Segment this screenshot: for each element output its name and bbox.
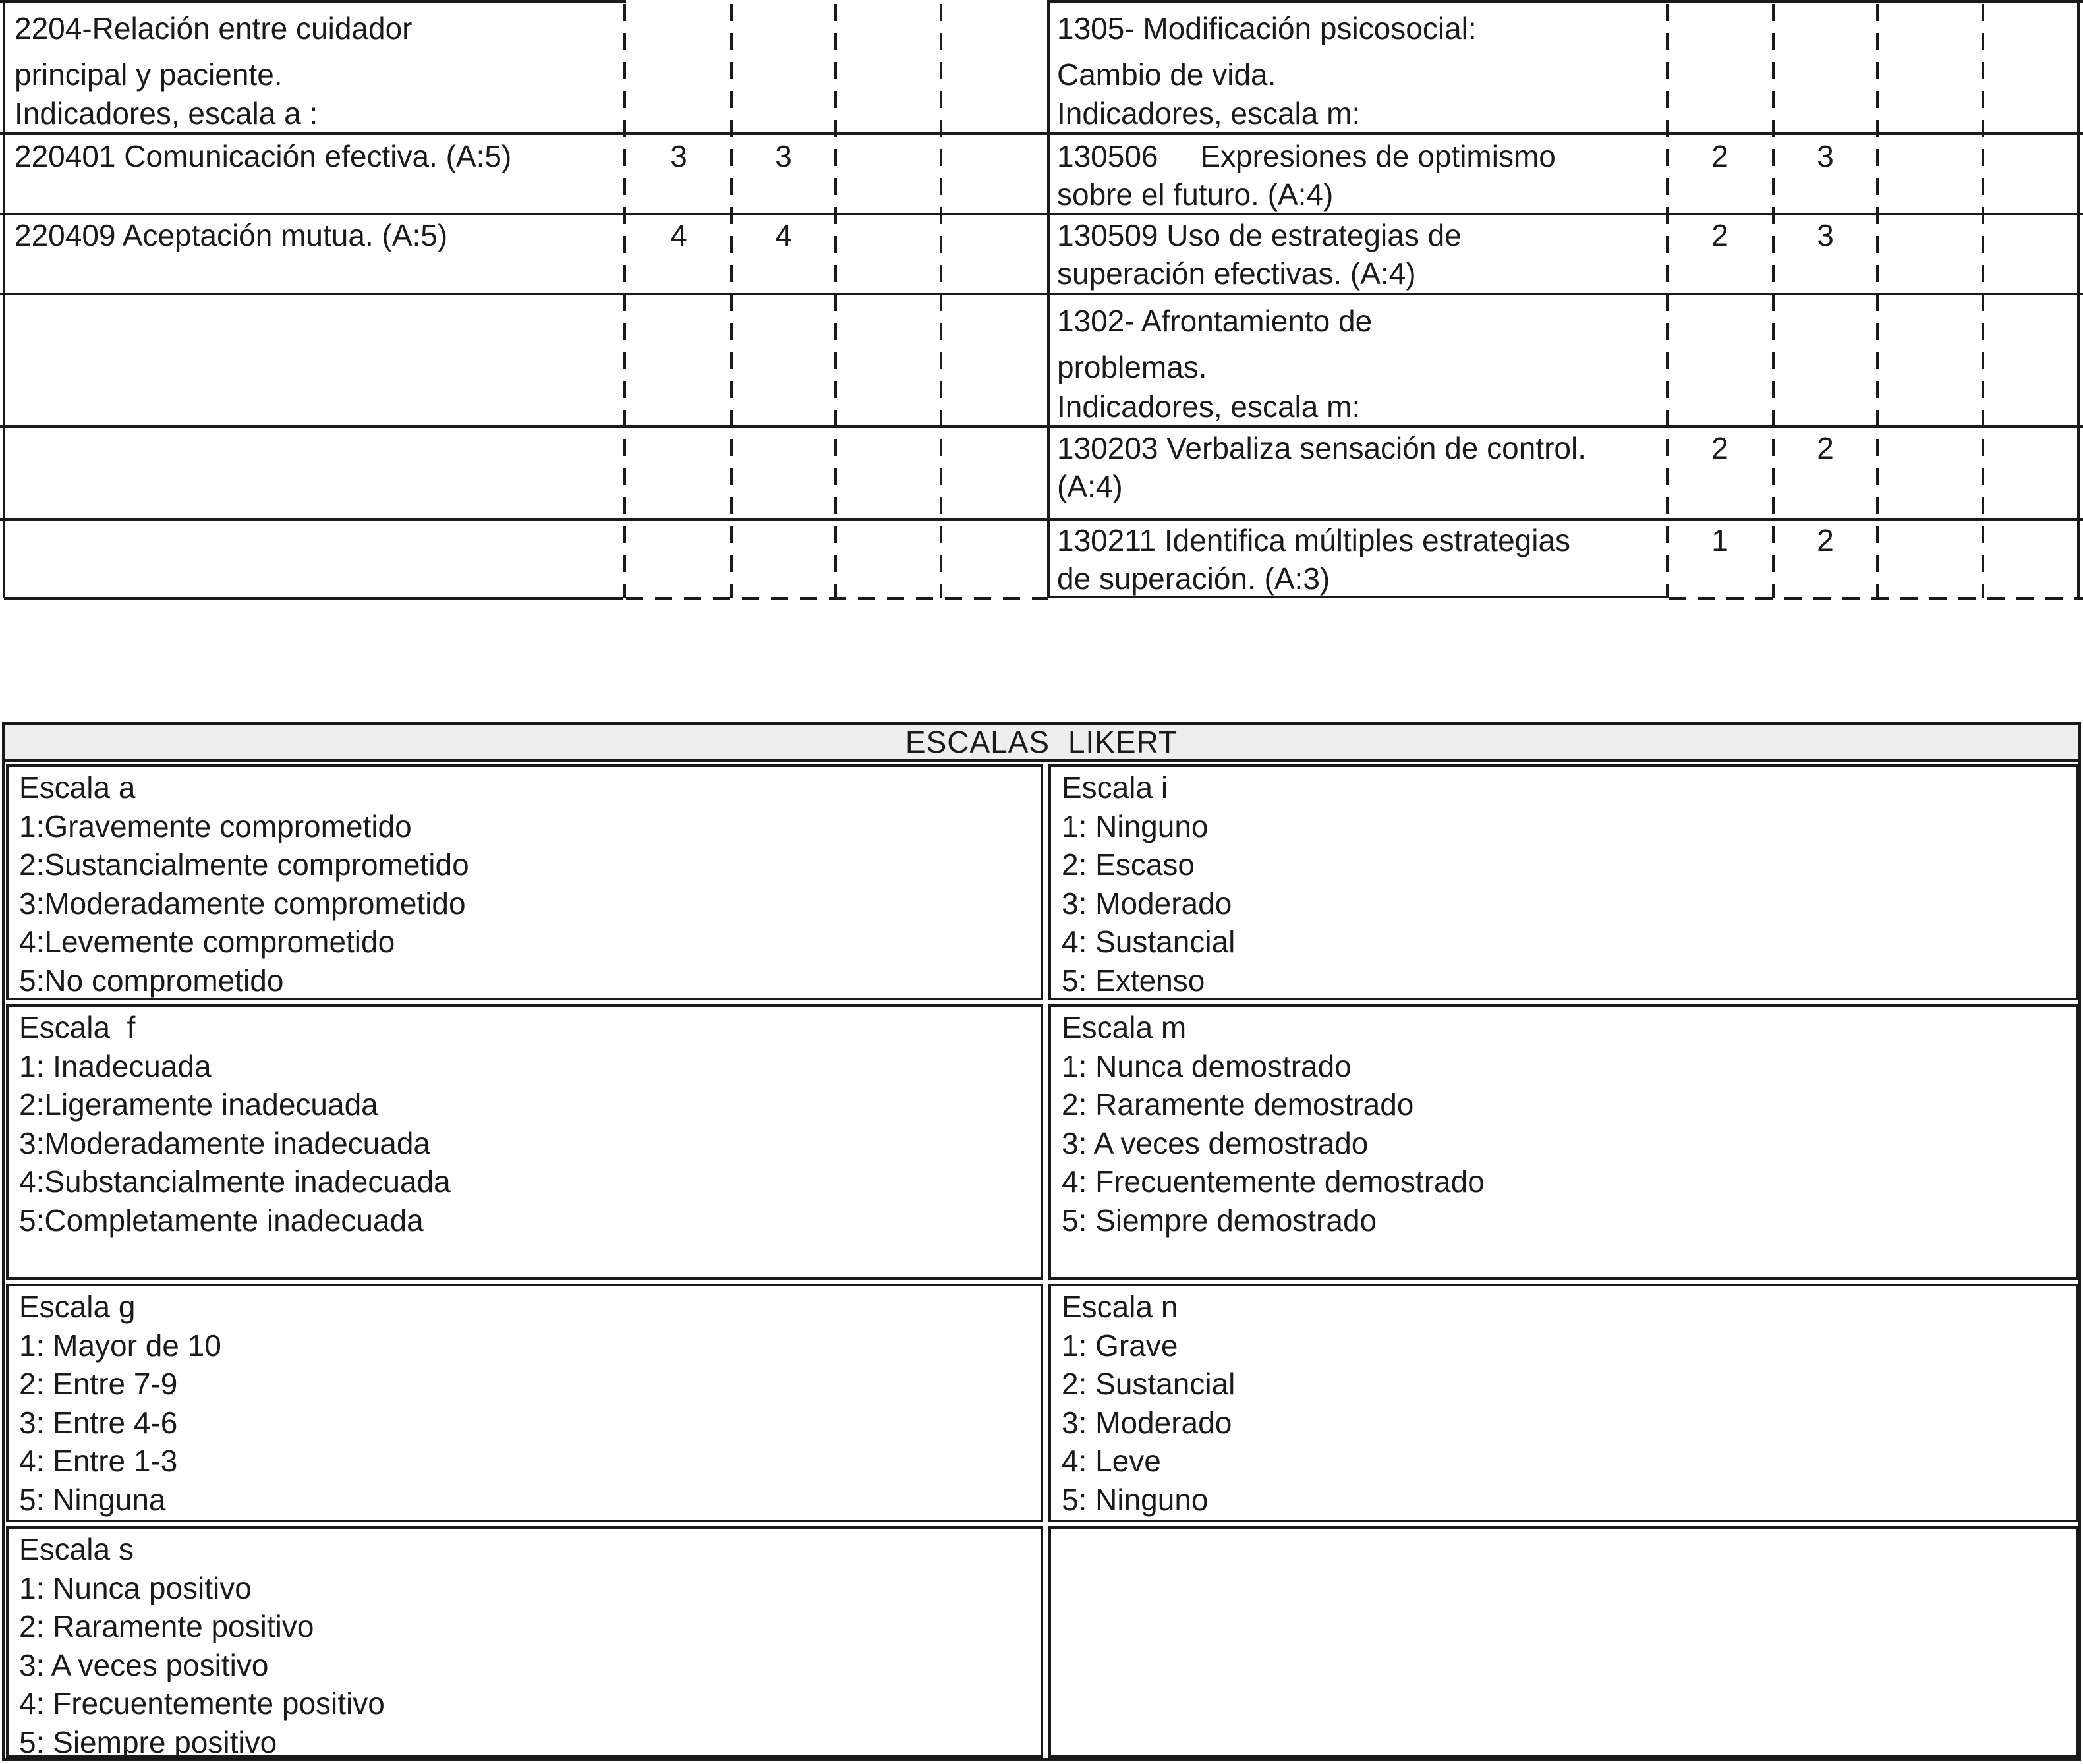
right-header1-line2: Cambio de vida. [1057,57,1276,92]
scale-item: 1: Nunca demostrado [1062,1048,1352,1083]
right-row-text-line1: 130211 Identifica múltiples estrategias [1057,523,1571,557]
scale-item: 3: Entre 4-6 [19,1405,178,1440]
scale-item: 2: Raramente positivo [19,1609,314,1643]
noc-table-grid [0,0,2083,603]
scale-item: 4:Substancialmente inadecuada [19,1164,451,1199]
scale-item: 1: Nunca positivo [19,1570,252,1605]
scale-item: 5: Extenso [1062,963,1205,998]
scale-title: Escala m [1062,1010,1187,1044]
scale-item: 3:Moderadamente comprometido [19,886,466,921]
scale-item: 1: Mayor de 10 [19,1328,221,1363]
left-header-line2: principal y paciente. [14,57,283,92]
right-row-text-line2: sobre el futuro. (A:4) [1057,177,1334,212]
scale-item: 3: A veces positivo [19,1647,269,1682]
right-row-score-1: 1 [1711,523,1728,557]
scale-item: 2: Raramente demostrado [1062,1087,1414,1122]
scale-title: Escala a [19,770,136,805]
left-row-score-1: 4 [670,218,687,252]
scale-a-cell [6,764,1043,1000]
right-header2-line3: Indicadores, escala m: [1057,389,1361,424]
scale-title: Escala g [19,1290,136,1324]
scale-item: 4: Frecuentemente demostrado [1062,1164,1485,1199]
scale-item: 4: Entre 1-3 [19,1444,178,1478]
scale-item: 3:Moderadamente inadecuada [19,1125,431,1160]
right-header2-line2: problemas. [1057,350,1207,384]
left-header-line1: 2204-Relación entre cuidador [14,11,413,45]
scale-item: 4: Sustancial [1062,925,1236,959]
scale-title: Escala f [19,1010,136,1044]
scale-title: Escala s [19,1532,134,1566]
left-row-score-1: 3 [670,139,687,173]
right-row-text-line1: 130509 Uso de estrategias de [1057,218,1462,252]
scale-item: 1: Ninguno [1062,809,1209,843]
scale-title: Escala n [1062,1290,1178,1324]
left-row-text: 220409 Aceptación mutua. (A:5) [14,218,448,252]
scale-item: 2: Entre 7-9 [19,1367,178,1401]
left-row-text: 220401 Comunicación efectiva. (A:5) [14,139,512,173]
scale-item: 5: Ninguna [19,1482,166,1517]
scale-item: 5:Completamente inadecuada [19,1203,424,1238]
likert-title: ESCALAS LIKERT [5,725,2078,762]
scale-item: 3: A veces demostrado [1062,1125,1369,1160]
right-header1-line1: 1305- Modificación psicosocial: [1057,11,1477,45]
noc-outcomes-table [0,0,2083,603]
left-row-score-2: 3 [775,139,792,173]
scale-item: 5: Siempre positivo [19,1724,277,1759]
scale-g-cell [6,1284,1043,1522]
scale-m-cell [1048,1004,2078,1280]
empty-cell [1048,1526,2078,1758]
scale-item: 4:Levemente comprometido [19,925,395,959]
scale-i-cell [1048,764,2078,1000]
scale-item: 2: Sustancial [1062,1367,1236,1401]
scale-item: 1: Inadecuada [19,1048,212,1083]
right-row-text-line2: superación efectivas. (A:4) [1057,256,1416,291]
scale-item: 3: Moderado [1062,1405,1232,1440]
right-row-score-2: 3 [1817,139,1834,173]
scale-f-cell [6,1004,1043,1280]
scale-item: 5:No comprometido [19,963,284,998]
scale-title: Escala i [1062,770,1168,805]
left-header-line3: Indicadores, escala a : [14,96,318,130]
scale-item: 2:Sustancialmente comprometido [19,847,469,882]
right-row-text-line1: 130203 Verbaliza sensación de control. [1057,431,1587,465]
scale-item: 4: Leve [1062,1444,1161,1478]
left-row-score-2: 4 [775,218,792,252]
scale-item: 2: Escaso [1062,847,1195,882]
scale-s-cell [6,1526,1043,1758]
scale-n-cell [1048,1284,2078,1522]
scale-item: 1:Gravemente comprometido [19,809,412,843]
scale-item: 1: Grave [1062,1328,1178,1363]
right-header1-line3: Indicadores, escala m: [1057,96,1361,130]
scale-item: 5: Ninguno [1062,1482,1209,1517]
right-row-text-line2: de superación. (A:3) [1057,561,1330,596]
right-row-score-1: 2 [1711,218,1728,252]
right-row-score-1: 2 [1711,139,1728,173]
right-row-text-line1: 130506 Expresiones de optimismo [1057,139,1556,173]
right-header2-line1: 1302- Afrontamiento de [1057,304,1373,338]
right-row-text-line2: (A:4) [1057,469,1123,503]
scale-item: 3: Moderado [1062,886,1232,921]
scale-item: 4: Frecuentemente positivo [19,1686,385,1721]
right-row-score-2: 2 [1817,431,1834,465]
right-row-score-2: 2 [1817,523,1834,557]
right-row-score-1: 2 [1711,431,1728,465]
scale-item: 2:Ligeramente inadecuada [19,1087,378,1122]
right-row-score-2: 3 [1817,218,1834,252]
likert-scales-table [2,722,2081,1761]
scale-item: 5: Siempre demostrado [1062,1203,1377,1238]
